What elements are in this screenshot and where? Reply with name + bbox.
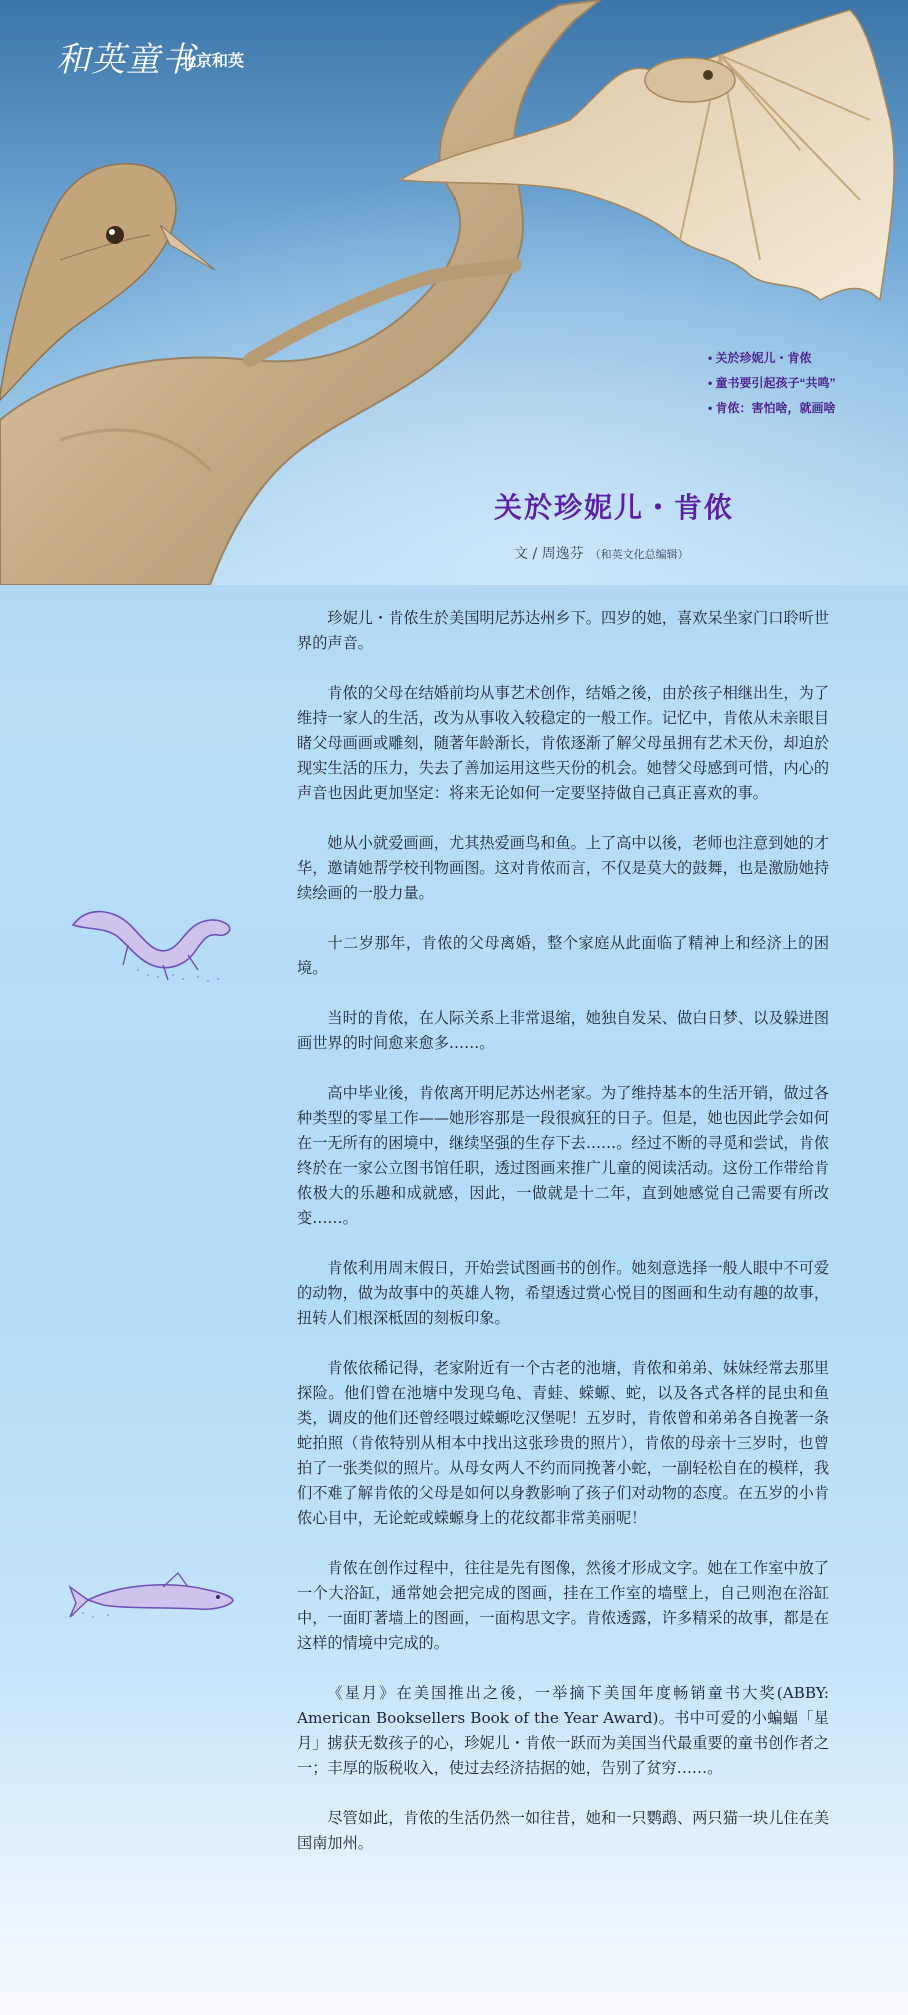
related-links <box>708 350 836 425</box>
article-paragraph: 肯侬的父母在结婚前均从事艺术创作，结婚之後，由於孩子相继出生，为了维持一家人的生活，改为从事收入较稳定的一般工作。记忆中，肯侬从未亲眼目睹父母画画或雕刻，随著年龄渐长，肯侬逐渐了解父母虽拥有艺术天份，却迫於现实生活的压力，失去了善加运用这些天份的机会。她替父母感到可惜，内心的声音也因此更加坚定：将来无论如何一定要坚持做自己真正喜欢的事。 <box>297 684 829 802</box>
author-note: （和英文化总编辑） <box>589 548 689 561</box>
article-paragraph: 尽管如此，肯侬的生活仍然一如往昔，她和一只鹦鹉、两只猫一块儿住在美国南加州。 <box>297 1809 829 1852</box>
salamander-sketch <box>68 895 238 985</box>
article-paragraph: 她从小就爱画画，尤其热爱画鸟和鱼。上了高中以後，老师也注意到她的才华，邀请她帮学校刊物画图。这对肯侬而言，不仅是莫大的鼓舞，也是激励她持续绘画的一股力量。 <box>297 834 829 902</box>
article-paragraph: 肯侬在创作过程中，往往是先有图像，然後才形成文字。她在工作室中放了一个大浴缸，通常她会把完成的图画，挂在工作室的墙壁上，自己则泡在浴缸中，一面盯著墙上的图画，一面构思文字。肯侬透露，许多精采的故事，都是在这样的情境中完成的。 <box>297 1559 829 1652</box>
article-title: 关於珍妮儿・肯侬 <box>494 491 735 524</box>
article-paragraph: 当时的肯侬，在人际关系上非常退缩，她独自发呆、做白日梦、以及躲进图画世界的时间愈来愈多……。 <box>297 1009 829 1052</box>
article-paragraph: 十二岁那年，肯侬的父母离婚，整个家庭从此面临了精神上和经济上的困境。 <box>297 934 829 977</box>
related-link[interactable]: • 肯侬：害怕啥，就画啥 <box>708 400 836 425</box>
hero-illustration <box>0 0 908 585</box>
related-link[interactable]: • 关於珍妮儿・肯侬 <box>708 350 836 375</box>
article-paragraph: 珍妮儿・肯侬生於美国明尼苏达州乡下。四岁的她，喜欢呆坐家门口聆听世界的声音。 <box>297 609 829 652</box>
bird-and-bat-illustration <box>0 0 908 585</box>
article-paragraph: 《星月》在美国推出之後，一举摘下美国年度畅销童书大奖(ABBY: American Booksellers Book of the Year Award)。书中可爱的小蝙蝠「星月」掳获无数孩子的心，珍妮儿・肯侬一跃而为美国当代最重要的童书创作者之一；丰厚的版税收入，使过去经济拮据的她，告别了贫穷……。 <box>297 1684 829 1777</box>
article-paragraph: 肯侬利用周末假日，开始尝试图画书的创作。她刻意选择一般人眼中不可爱的动物，做为故事中的英雄人物，希望透过赏心悦目的图画和生动有趣的故事，扭转人们根深柢固的刻板印象。 <box>297 1259 829 1327</box>
brand-subtitle: 北京和英 <box>180 53 245 70</box>
fish-sketch <box>68 1565 238 1625</box>
article-body <box>297 606 829 1881</box>
article-byline <box>514 543 689 563</box>
related-link[interactable]: • 童书要引起孩子“共鸣” <box>708 375 836 400</box>
article-paragraph: 高中毕业後，肯侬离开明尼苏达州老家。为了维持基本的生活开销，做过各种类型的零星工作——她形容那是一段很疯狂的日子。但是，她也因此学会如何在一无所有的困境中，继续坚强的生存下去……。经过不断的寻觅和尝试，肯侬终於在一家公立图书馆任职，透过图画来推广儿童的阅读活动。这份工作带给肯侬极大的乐趣和成就感，因此，一做就是十二年，直到她感觉自己需要有所改变……。 <box>297 1084 829 1227</box>
article-paragraph: 肯侬依稀记得，老家附近有一个古老的池塘，肯侬和弟弟、妹妹经常去那里探险。他们曾在池塘中发现乌龟、青蛙、蝾螈、蛇，以及各式各样的昆虫和鱼类，调皮的他们还曾经喂过蝾螈吃汉堡呢！五岁时，肯侬曾和弟弟各自挽著一条蛇拍照（肯侬特别从相本中找出这张珍贵的照片），肯侬的母亲十三岁时，也曾拍了一张类似的照片。从母女两人不约而同挽著小蛇，一副轻松自在的模样，我们不难了解肯侬的父母是如何以身教影响了孩子们对动物的态度。在五岁的小肯侬心目中，无论蛇或蝾螈身上的花纹都非常美丽呢！ <box>297 1359 829 1527</box>
brand-logo[interactable]: 和英童书 <box>56 40 196 80</box>
author: 文 / 周逸芬 <box>514 546 584 562</box>
